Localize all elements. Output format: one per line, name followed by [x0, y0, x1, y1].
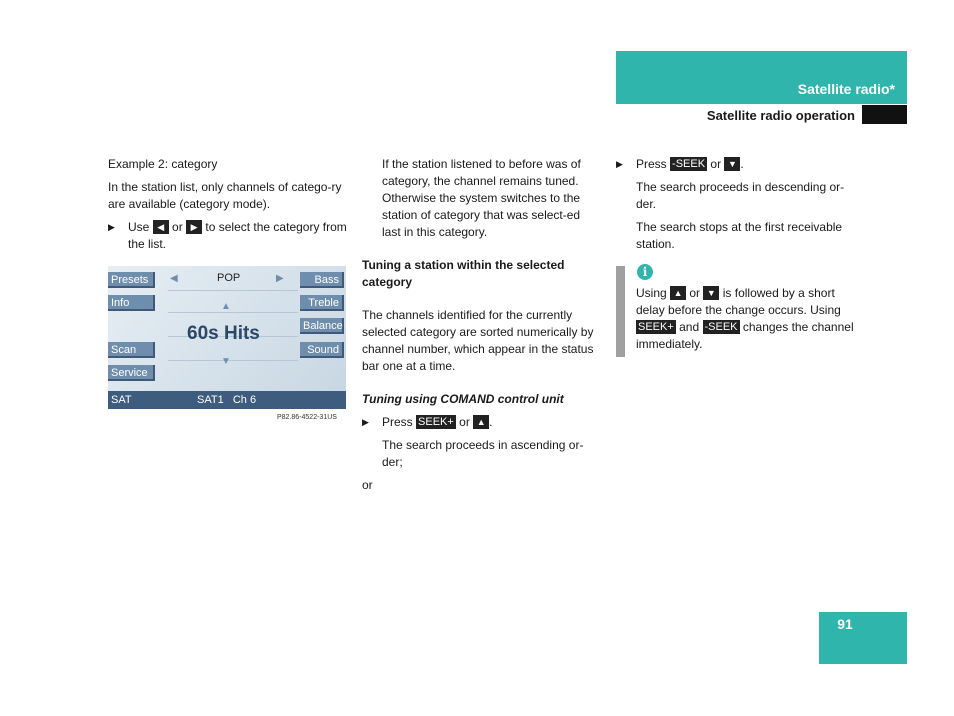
category-right-icon: ▶ — [276, 273, 284, 284]
descending-text: The search proceeds in descending or-der. — [636, 180, 845, 211]
up-arrow-key-icon: ▲ — [670, 286, 686, 300]
search-stops-text: The search stops at the first receivable station. — [636, 220, 843, 251]
status-bar — [108, 391, 346, 409]
down-arrow-key-icon: ▼ — [703, 286, 719, 300]
bullet-select-category: ▶ Use ◀ or ▶ to select the category from the list. — [108, 220, 347, 251]
section-title: Satellite radio* — [797, 81, 895, 97]
right-arrow-key-icon: ▶ — [186, 220, 202, 234]
balance-button: Balance — [300, 318, 344, 334]
sound-button: Sound — [300, 342, 344, 358]
heading-tuning-category: Tuning a station within the selected category — [362, 258, 565, 289]
info-button: Info — [108, 295, 155, 311]
page-number: 91 — [837, 616, 853, 632]
status-channel: SAT1 Ch 6 — [197, 394, 257, 406]
ascending-text: The search proceeds in ascending or-der; — [382, 438, 584, 469]
category-label: POP — [217, 272, 241, 284]
seek-minus-key: -SEEK — [672, 158, 706, 170]
bullet-arrow-icon: ▶ — [616, 159, 623, 169]
sorted-channels-text: The channels identified for the currently selected category are sorted numerically by channel number, which appear in the status bar one at a time. — [362, 308, 594, 373]
scan-button: Scan — [108, 342, 155, 358]
header-marker — [862, 105, 907, 124]
status-band: SAT — [111, 394, 132, 406]
info-sidebar — [616, 266, 625, 357]
up-arrow-key-icon: ▲ — [473, 415, 489, 429]
channel-name: 60s Hits — [187, 323, 260, 344]
presets-button: Presets — [108, 272, 155, 288]
otherwise-text: Otherwise the system switches to the station of category that was select-ed last in this category. — [382, 191, 581, 239]
page-number-box — [819, 612, 907, 664]
example-label: Example 2: category — [108, 157, 218, 171]
section-header-box — [616, 51, 907, 104]
left-arrow-key-icon: ◀ — [153, 220, 169, 234]
channel-down-icon: ▼ — [221, 356, 231, 367]
subsection-title: Satellite radio operation — [706, 108, 855, 123]
heading-comand: Tuning using COMAND control unit — [362, 392, 564, 406]
station-list-text: In the station list, only channels of catego-ry are available (category mode). — [108, 180, 342, 211]
or-text: or — [362, 478, 373, 492]
previous-station-text: If the station listened to before was of category, the channel remains tuned. — [382, 157, 581, 188]
radio-display-illustration — [108, 266, 346, 409]
column-middle — [362, 156, 602, 500]
category-left-icon: ◀ — [170, 273, 178, 284]
bullet-press-seek-plus: ▶ Press SEEK+ or ▲ . — [362, 415, 493, 429]
bullet-press-seek-minus: ▶ Press -SEEK or ▼ . — [616, 157, 744, 171]
treble-button: Treble — [300, 295, 344, 311]
seek-minus-key: -SEEK — [704, 321, 738, 333]
bullet-arrow-icon: ▶ — [108, 222, 115, 232]
figure-caption: P82.86-4522-31US — [277, 414, 337, 421]
seek-plus-key: SEEK+ — [638, 321, 674, 333]
channel-up-icon: ▲ — [221, 301, 231, 312]
info-text: Using ▲ or ▼ is followed by a short delay before the change occurs. Using SEEK+ and -SEEK changes the channel immediately. — [636, 286, 854, 351]
column-right — [616, 156, 856, 259]
column-left — [108, 156, 348, 259]
seek-plus-key: SEEK+ — [418, 416, 454, 428]
down-arrow-key-icon: ▼ — [724, 157, 740, 171]
bullet-arrow-icon: ▶ — [362, 417, 369, 427]
info-icon: i — [637, 264, 653, 280]
bass-button: Bass — [300, 272, 344, 288]
service-button: Service — [108, 365, 155, 381]
